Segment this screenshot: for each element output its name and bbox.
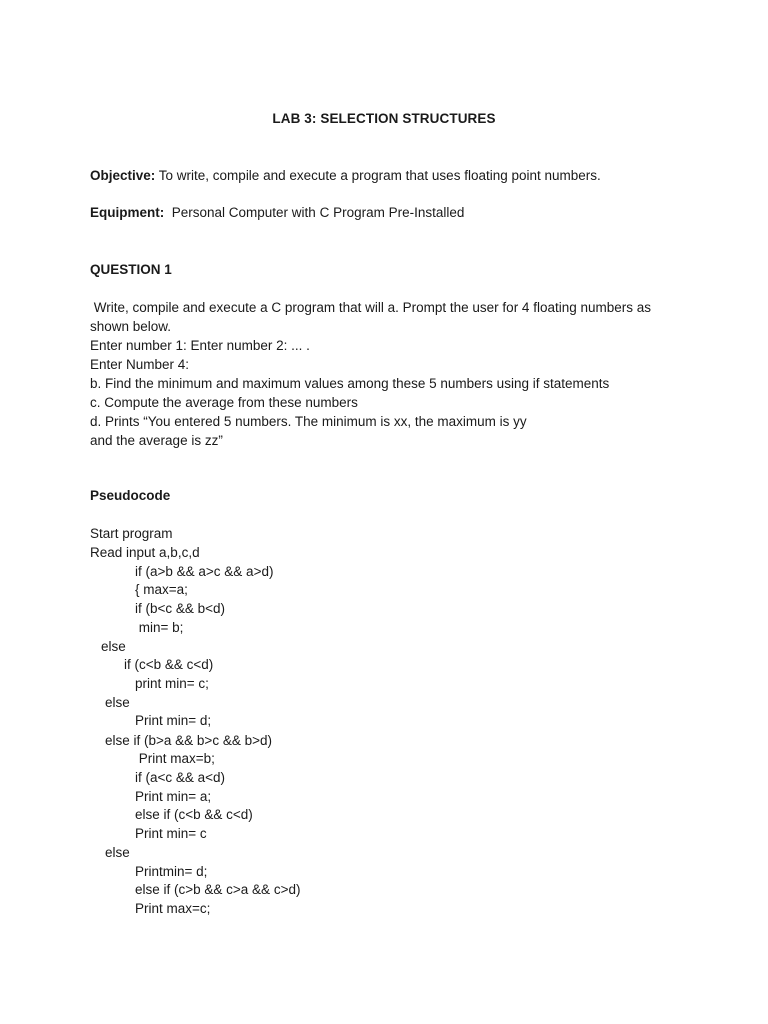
- pseudocode-line: Print min= c: [135, 826, 207, 841]
- pseudocode-line: else if (c<b && c<d): [135, 807, 253, 822]
- pseudocode-line: else if (b>a && b>c && b>d): [105, 733, 272, 748]
- question-body: [90, 298, 690, 450]
- pseudocode-line: else: [101, 639, 126, 654]
- pseudocode-line: if (b<c && b<d): [135, 601, 226, 616]
- pseudocode-line: if (a<c && a<d): [135, 770, 226, 785]
- pseudocode-line: Printmin= d;: [135, 864, 208, 879]
- pseudocode-line: if (c<b && c<d): [124, 657, 214, 672]
- pseudocode-line: else if (c>b && c>a && c>d): [135, 882, 301, 897]
- pseudocode-line: Print max=c;: [135, 901, 211, 916]
- pseudocode-line: Print min= a;: [135, 789, 212, 804]
- pseudocode-line: Print min= d;: [135, 713, 212, 728]
- page-title: LAB 3: SELECTION STRUCTURES: [272, 111, 496, 126]
- pseudocode-line: else: [105, 695, 130, 710]
- question-line: c. Compute the average from these numbers: [90, 395, 358, 410]
- question-line: d. Prints “You entered 5 numbers. The minimum is xx, the maximum is yy: [90, 414, 527, 429]
- pseudocode-heading: Pseudocode: [90, 488, 171, 503]
- question-line: and the average is zz”: [90, 433, 223, 448]
- pseudocode-line: print min= c;: [135, 676, 209, 691]
- pseudocode-line: { max=a;: [135, 582, 188, 597]
- equipment-text: Personal Computer with C Program Pre-Installed: [164, 205, 465, 220]
- question-line: Enter Number 4:: [90, 357, 190, 372]
- question-line: shown below.: [90, 319, 172, 334]
- pseudocode-line: if (a>b && a>c && a>d): [135, 564, 274, 579]
- pseudocode-line: Print max=b;: [135, 751, 215, 766]
- question-line: b. Find the minimum and maximum values among these 5 numbers using if statements: [90, 376, 610, 391]
- pseudocode-line: Start program: [90, 526, 173, 541]
- question-line: Write, compile and execute a C program that will a. Prompt the user for 4 floating numbers as: [90, 300, 652, 315]
- objective-line: [90, 167, 601, 185]
- objective-text: To write, compile and execute a program that uses floating point numbers.: [155, 168, 601, 183]
- objective-label: Objective:: [90, 168, 156, 183]
- equipment-line: [90, 204, 464, 222]
- equipment-label: Equipment:: [90, 205, 165, 220]
- question-line: Enter number 1: Enter number 2: ... .: [90, 338, 310, 353]
- question-heading: QUESTION 1: [90, 262, 172, 277]
- pseudocode-line: min= b;: [135, 620, 184, 635]
- pseudocode-line: Read input a,b,c,d: [90, 545, 200, 560]
- pseudocode-line: else: [105, 845, 130, 860]
